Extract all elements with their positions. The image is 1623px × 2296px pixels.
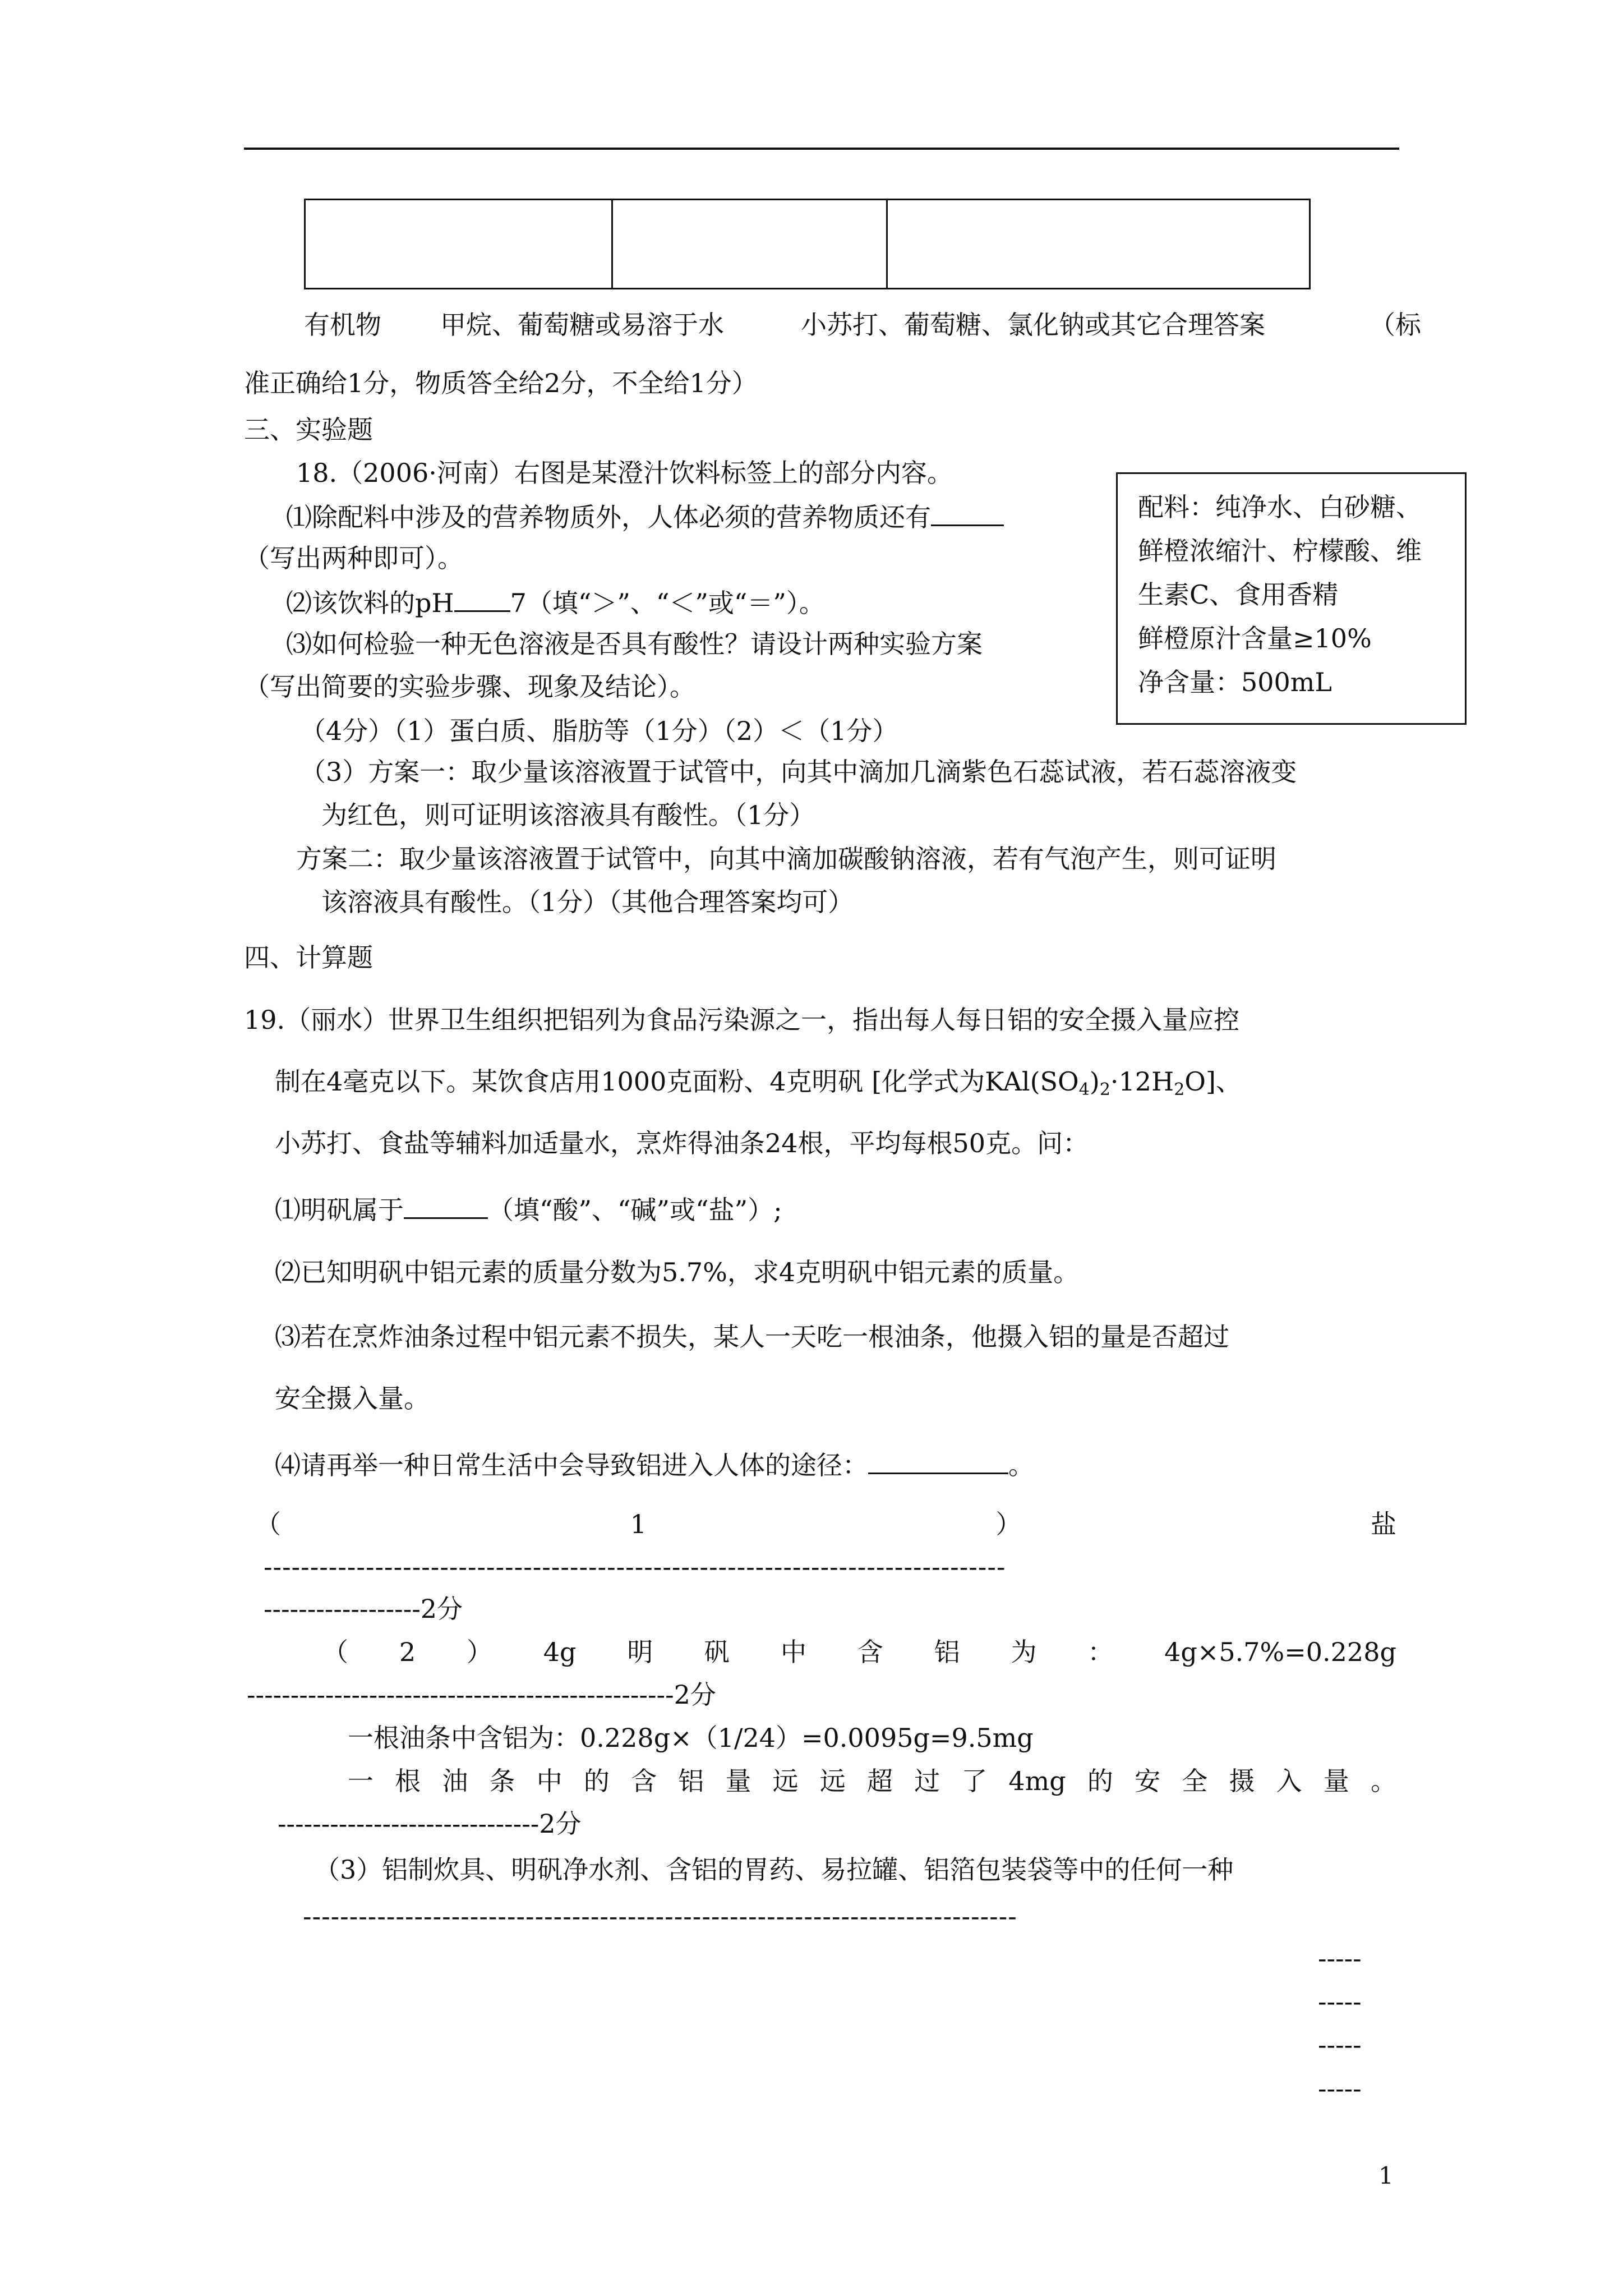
label-line-4: 鲜橙原汁含量≥10% [1138,623,1372,654]
q19-blank-4 [868,1450,1008,1474]
solution-line-3: 一根油条中含铝为：0.228g×（1/24）=0.0095g=9.5mg [348,1723,1034,1753]
q19-line-1: 19.（丽水）世界卫生组织把铝列为食品污染源之一，指出每人每日铝的安全摄入量应控 [244,1005,1240,1035]
solution-line-4: 一 根 油 条 中 的 含 铝 量 远 远 超 过 了 4mg 的 安 全 摄 入 量 。 [348,1766,1396,1796]
section3-title: 三、实验题 [244,415,373,445]
label-line-3: 生素C、食用香精 [1138,579,1339,610]
q18-answer-2b: 为红色，则可证明该溶液具有酸性。（1分） [321,800,815,830]
solution-line-2: （ 2 ） 4g 明 矾 中 含 铝 为 ： 4g×5.7%=0.228g [322,1637,1396,1667]
q19-line-3: 小苏打、食盐等辅料加适量水，烹炸得油条24根，平均每根50克。问： [275,1128,1089,1158]
solution-line-1-tail: ------------------2分 [264,1594,463,1624]
q18-answer-3a: 方案二：取少量该溶液置于试管中，向其中滴加碳酸钠溶液，若有气泡产生，则可证明 [296,844,1276,874]
q18-part3: ⑶如何检验一种无色溶液是否具有酸性？请设计两种实验方案 [286,629,983,659]
answer-note-a: （标 [1370,310,1421,340]
q18-answer-3b: 该溶液具有酸性。（1分）（其他合理答案均可） [321,887,854,917]
header-rule [244,148,1399,150]
answer-table-cell-1 [306,200,613,288]
solution-dash-tail-4: ----- [1318,2073,1362,2104]
solution-line-5: （3）铝制炊具、明矾净水剂、含铝的胃药、易拉罐、铝箔包装袋等中的任何一种 [314,1855,1234,1885]
q18-part2: ⑵该饮料的pH 7（填“＞”、“＜”或“＝”）。 [286,588,825,618]
q19-blank-1 [404,1195,488,1219]
q19-part3b: 安全摄入量。 [275,1383,430,1414]
q19-line-2: 制在4毫克以下。某饮食店用1000克面粉、4克明矾 [化学式为$KAl(SO_4)_2\cdot 12H_2O$]、 [275,1066,1242,1099]
q18-part1b: （写出两种即可）。 [244,543,463,573]
page-number: 1 [1378,2162,1394,2189]
answer-col1: 有机物 [304,310,381,340]
label-line-2: 鲜橙浓缩汁、柠檬酸、维 [1138,536,1422,566]
juice-label-box [1116,472,1467,725]
solution-dash-1: -------------------------------------------------------------------------------- [264,1554,1006,1580]
answer-table-cell-2 [613,200,888,288]
answer-table [304,199,1311,289]
section4-title: 四、计算题 [244,942,373,973]
answer-col3: 小苏打、葡萄糖、氯化钠或其它合理答案 [801,310,1265,340]
solution-dash-tail-1: ----- [1318,1943,1362,1973]
q18-part3b: （写出简要的实验步骤、现象及结论）。 [244,671,695,702]
solution-dash-tail-3: ----- [1318,2030,1362,2060]
solution-line-2-tail: -------------------------------------------------2分 [247,1680,716,1710]
q18-stem: 18.（2006·河南）右图是某澄汁饮料标签上的部分内容。 [296,458,953,488]
q18-part1: ⑴除配料中涉及的营养物质外，人体必须的营养物质还有 [286,502,1004,530]
q19-part4: ⑷请再举一种日常生活中会导致铝进入人体的途径： 。 [275,1450,1034,1480]
label-line-5: 净含量：500mL [1138,667,1332,697]
solution-dash-5: ----------------------------------------------------------------------------- [303,1903,1017,1929]
q19-part2: ⑵已知明矾中铝元素的质量分数为5.7%，求4克明矾中铝元素的质量。 [275,1257,1080,1287]
solution-line-1: （ 1 ） 盐 [255,1509,1396,1539]
solution-line-4-tail: ------------------------------2分 [278,1809,582,1839]
q18-answer-1: （4分）（1）蛋白质、脂肪等（1分）（2）＜（1分） [300,716,898,746]
solution-dash-tail-2: ----- [1318,1986,1362,2017]
q19-part3a: ⑶若在烹炸油条过程中铝元素不损失，某人一天吃一根油条，他摄入铝的量是否超过 [275,1322,1229,1352]
label-line-1: 配料：纯净水、白砂糖、 [1138,492,1422,522]
q19-part1: ⑴明矾属于 （填“酸”、“碱”或“盐”）; [275,1195,782,1225]
answer-col2: 甲烷、葡萄糖或易溶于水 [440,310,724,340]
q18-blank-2 [454,588,510,612]
q18-answer-2a: （3）方案一：取少量该溶液置于试管中，向其中滴加几滴紫色石蕊试液，若石蕊溶液变 [300,757,1297,787]
answer-note-b: 准正确给1分，物质答全给2分，不全给1分） [244,368,758,398]
q18-blank-1 [931,502,1004,526]
